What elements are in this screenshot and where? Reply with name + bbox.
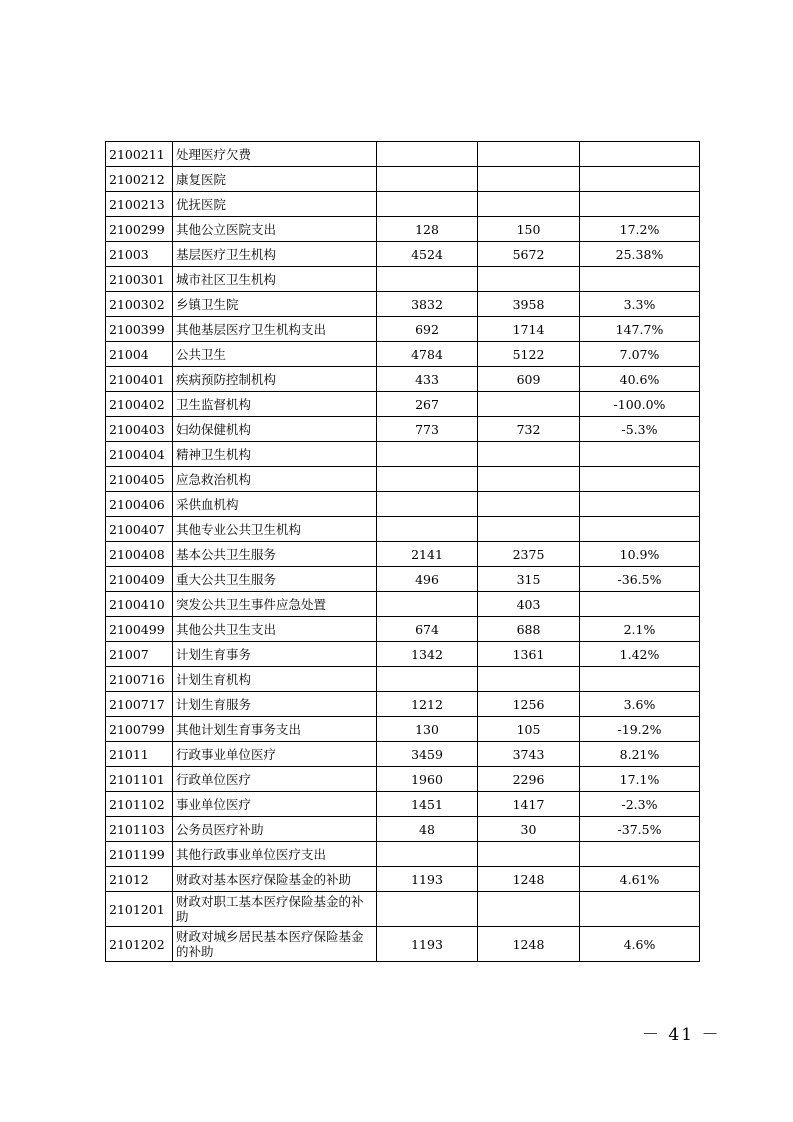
subject-code-cell: 2100409 xyxy=(106,567,173,592)
table-row xyxy=(106,142,700,167)
prior-year-value-cell xyxy=(377,167,478,192)
subject-name-cell: 基层医疗卫生机构 xyxy=(173,242,377,267)
table-row xyxy=(106,217,700,242)
current-year-value-cell xyxy=(478,392,580,417)
subject-name-cell: 突发公共卫生事件应急处置 xyxy=(173,592,377,617)
prior-year-value-cell: 3832 xyxy=(377,292,478,317)
current-year-value-cell: 1361 xyxy=(478,642,580,667)
prior-year-value-cell xyxy=(377,442,478,467)
subject-name-cell: 其他公立医院支出 xyxy=(173,217,377,242)
current-year-value-cell: 5672 xyxy=(478,242,580,267)
subject-name-cell: 妇幼保健机构 xyxy=(173,417,377,442)
current-year-value-cell: 688 xyxy=(478,617,580,642)
change-rate-cell xyxy=(580,267,700,292)
prior-year-value-cell: 2141 xyxy=(377,542,478,567)
change-rate-cell: 1.42% xyxy=(580,642,700,667)
current-year-value-cell xyxy=(478,267,580,292)
change-rate-cell xyxy=(580,467,700,492)
prior-year-value-cell: 1212 xyxy=(377,692,478,717)
prior-year-value-cell xyxy=(377,892,478,927)
subject-code-cell: 2100403 xyxy=(106,417,173,442)
change-rate-cell: -19.2% xyxy=(580,717,700,742)
subject-name-cell: 行政单位医疗 xyxy=(173,767,377,792)
subject-name-cell: 优抚医院 xyxy=(173,192,377,217)
prior-year-value-cell: 1193 xyxy=(377,927,478,962)
current-year-value-cell xyxy=(478,142,580,167)
subject-code-cell: 2100211 xyxy=(106,142,173,167)
current-year-value-cell: 403 xyxy=(478,592,580,617)
current-year-value-cell xyxy=(478,517,580,542)
prior-year-value-cell xyxy=(377,842,478,867)
subject-code-cell: 21012 xyxy=(106,867,173,892)
subject-code-cell: 21004 xyxy=(106,342,173,367)
change-rate-cell: -5.3% xyxy=(580,417,700,442)
subject-name-cell: 采供血机构 xyxy=(173,492,377,517)
current-year-value-cell xyxy=(478,467,580,492)
subject-name-cell: 其他行政事业单位医疗支出 xyxy=(173,842,377,867)
subject-name-cell: 计划生育机构 xyxy=(173,667,377,692)
change-rate-cell xyxy=(580,517,700,542)
change-rate-cell: -36.5% xyxy=(580,567,700,592)
subject-code-cell: 2100402 xyxy=(106,392,173,417)
change-rate-cell: 147.7% xyxy=(580,317,700,342)
prior-year-value-cell: 433 xyxy=(377,367,478,392)
subject-name-cell: 重大公共卫生服务 xyxy=(173,567,377,592)
table-row xyxy=(106,517,700,542)
change-rate-cell: 3.6% xyxy=(580,692,700,717)
prior-year-value-cell: 692 xyxy=(377,317,478,342)
change-rate-cell: 4.61% xyxy=(580,867,700,892)
subject-name-cell: 公共卫生 xyxy=(173,342,377,367)
subject-code-cell: 2100799 xyxy=(106,717,173,742)
table-row xyxy=(106,592,700,617)
subject-code-cell: 2100717 xyxy=(106,692,173,717)
current-year-value-cell xyxy=(478,167,580,192)
subject-name-cell: 计划生育服务 xyxy=(173,692,377,717)
current-year-value-cell xyxy=(478,192,580,217)
subject-code-cell: 2100499 xyxy=(106,617,173,642)
table-row xyxy=(106,817,700,842)
prior-year-value-cell xyxy=(377,592,478,617)
table-row xyxy=(106,692,700,717)
subject-name-cell: 财政对基本医疗保险基金的补助 xyxy=(173,867,377,892)
subject-name-cell: 城市社区卫生机构 xyxy=(173,267,377,292)
prior-year-value-cell xyxy=(377,667,478,692)
change-rate-cell xyxy=(580,442,700,467)
current-year-value-cell: 732 xyxy=(478,417,580,442)
subject-code-cell: 2100299 xyxy=(106,217,173,242)
current-year-value-cell: 1417 xyxy=(478,792,580,817)
subject-name-cell: 其他计划生育事务支出 xyxy=(173,717,377,742)
current-year-value-cell: 315 xyxy=(478,567,580,592)
subject-name-cell: 处理医疗欠费 xyxy=(173,142,377,167)
table-row xyxy=(106,617,700,642)
change-rate-cell: 4.6% xyxy=(580,927,700,962)
table-row xyxy=(106,717,700,742)
current-year-value-cell: 3743 xyxy=(478,742,580,767)
current-year-value-cell: 1256 xyxy=(478,692,580,717)
current-year-value-cell xyxy=(478,442,580,467)
change-rate-cell: -100.0% xyxy=(580,392,700,417)
change-rate-cell xyxy=(580,192,700,217)
table-row xyxy=(106,492,700,517)
table-row xyxy=(106,542,700,567)
subject-code-cell: 21003 xyxy=(106,242,173,267)
current-year-value-cell: 5122 xyxy=(478,342,580,367)
change-rate-cell: 17.2% xyxy=(580,217,700,242)
table-row xyxy=(106,567,700,592)
subject-name-cell: 其他基层医疗卫生机构支出 xyxy=(173,317,377,342)
current-year-value-cell: 30 xyxy=(478,817,580,842)
subject-name-cell: 计划生育事务 xyxy=(173,642,377,667)
prior-year-value-cell: 773 xyxy=(377,417,478,442)
table-row xyxy=(106,342,700,367)
prior-year-value-cell: 4524 xyxy=(377,242,478,267)
subject-name-cell: 其他公共卫生支出 xyxy=(173,617,377,642)
prior-year-value-cell xyxy=(377,492,478,517)
subject-name-cell: 精神卫生机构 xyxy=(173,442,377,467)
current-year-value-cell: 609 xyxy=(478,367,580,392)
budget-rows xyxy=(106,142,700,962)
subject-code-cell: 2101199 xyxy=(106,842,173,867)
change-rate-cell: 8.21% xyxy=(580,742,700,767)
prior-year-value-cell: 4784 xyxy=(377,342,478,367)
prior-year-value-cell: 130 xyxy=(377,717,478,742)
current-year-value-cell: 1248 xyxy=(478,927,580,962)
subject-name-cell: 应急救治机构 xyxy=(173,467,377,492)
table-row xyxy=(106,892,700,927)
current-year-value-cell xyxy=(478,492,580,517)
current-year-value-cell: 2296 xyxy=(478,767,580,792)
table-row xyxy=(106,267,700,292)
subject-code-cell: 21011 xyxy=(106,742,173,767)
change-rate-cell: 40.6% xyxy=(580,367,700,392)
subject-code-cell: 2100302 xyxy=(106,292,173,317)
table-row xyxy=(106,792,700,817)
table-row xyxy=(106,842,700,867)
prior-year-value-cell xyxy=(377,467,478,492)
table-row xyxy=(106,867,700,892)
current-year-value-cell: 150 xyxy=(478,217,580,242)
subject-code-cell: 2100213 xyxy=(106,192,173,217)
prior-year-value-cell: 496 xyxy=(377,567,478,592)
prior-year-value-cell: 674 xyxy=(377,617,478,642)
prior-year-value-cell xyxy=(377,517,478,542)
change-rate-cell xyxy=(580,592,700,617)
change-rate-cell: -2.3% xyxy=(580,792,700,817)
subject-code-cell: 2100407 xyxy=(106,517,173,542)
subject-name-cell: 财政对职工基本医疗保险基金的补助 xyxy=(173,892,377,927)
subject-name-cell: 基本公共卫生服务 xyxy=(173,542,377,567)
budget-table xyxy=(105,141,700,962)
prior-year-value-cell xyxy=(377,267,478,292)
subject-code-cell: 2100410 xyxy=(106,592,173,617)
prior-year-value-cell: 3459 xyxy=(377,742,478,767)
table-row xyxy=(106,392,700,417)
current-year-value-cell: 2375 xyxy=(478,542,580,567)
change-rate-cell: 10.9% xyxy=(580,542,700,567)
current-year-value-cell: 105 xyxy=(478,717,580,742)
subject-code-cell: 2101102 xyxy=(106,792,173,817)
subject-code-cell: 2101103 xyxy=(106,817,173,842)
change-rate-cell: 17.1% xyxy=(580,767,700,792)
subject-code-cell: 2100399 xyxy=(106,317,173,342)
current-year-value-cell xyxy=(478,892,580,927)
prior-year-value-cell: 48 xyxy=(377,817,478,842)
current-year-value-cell xyxy=(478,667,580,692)
subject-name-cell: 康复医院 xyxy=(173,167,377,192)
subject-code-cell: 2100401 xyxy=(106,367,173,392)
subject-code-cell: 2100404 xyxy=(106,442,173,467)
subject-code-cell: 21007 xyxy=(106,642,173,667)
current-year-value-cell: 3958 xyxy=(478,292,580,317)
subject-code-cell: 2100408 xyxy=(106,542,173,567)
subject-code-cell: 2101202 xyxy=(106,927,173,962)
subject-name-cell: 疾病预防控制机构 xyxy=(173,367,377,392)
change-rate-cell xyxy=(580,842,700,867)
change-rate-cell: -37.5% xyxy=(580,817,700,842)
subject-name-cell: 公务员医疗补助 xyxy=(173,817,377,842)
current-year-value-cell: 1248 xyxy=(478,867,580,892)
subject-code-cell: 2101101 xyxy=(106,767,173,792)
table-row xyxy=(106,742,700,767)
subject-name-cell: 行政事业单位医疗 xyxy=(173,742,377,767)
subject-code-cell: 2100301 xyxy=(106,267,173,292)
change-rate-cell: 25.38% xyxy=(580,242,700,267)
prior-year-value-cell: 1451 xyxy=(377,792,478,817)
change-rate-cell xyxy=(580,492,700,517)
change-rate-cell: 2.1% xyxy=(580,617,700,642)
table-row xyxy=(106,667,700,692)
table-row xyxy=(106,317,700,342)
change-rate-cell: 7.07% xyxy=(580,342,700,367)
table-row xyxy=(106,367,700,392)
prior-year-value-cell: 1342 xyxy=(377,642,478,667)
prior-year-value-cell xyxy=(377,192,478,217)
current-year-value-cell xyxy=(478,842,580,867)
subject-code-cell: 2100716 xyxy=(106,667,173,692)
prior-year-value-cell: 267 xyxy=(377,392,478,417)
subject-code-cell: 2100406 xyxy=(106,492,173,517)
subject-code-cell: 2100405 xyxy=(106,467,173,492)
table-row xyxy=(106,167,700,192)
change-rate-cell xyxy=(580,892,700,927)
subject-name-cell: 卫生监督机构 xyxy=(173,392,377,417)
table-row xyxy=(106,242,700,267)
prior-year-value-cell: 128 xyxy=(377,217,478,242)
current-year-value-cell: 1714 xyxy=(478,317,580,342)
subject-name-cell: 事业单位医疗 xyxy=(173,792,377,817)
subject-name-cell: 乡镇卫生院 xyxy=(173,292,377,317)
table-row xyxy=(106,292,700,317)
table-row xyxy=(106,417,700,442)
change-rate-cell: 3.3% xyxy=(580,292,700,317)
page-number: － 41 － xyxy=(642,1025,721,1045)
subject-name-cell: 财政对城乡居民基本医疗保险基金的补助 xyxy=(173,927,377,962)
subject-code-cell: 2101201 xyxy=(106,892,173,927)
subject-code-cell: 2100212 xyxy=(106,167,173,192)
change-rate-cell xyxy=(580,667,700,692)
prior-year-value-cell xyxy=(377,142,478,167)
table-row xyxy=(106,642,700,667)
table-row xyxy=(106,927,700,962)
change-rate-cell xyxy=(580,142,700,167)
subject-name-cell: 其他专业公共卫生机构 xyxy=(173,517,377,542)
change-rate-cell xyxy=(580,167,700,192)
prior-year-value-cell: 1960 xyxy=(377,767,478,792)
table-row xyxy=(106,442,700,467)
prior-year-value-cell: 1193 xyxy=(377,867,478,892)
table-row xyxy=(106,467,700,492)
table-row xyxy=(106,767,700,792)
table-row xyxy=(106,192,700,217)
